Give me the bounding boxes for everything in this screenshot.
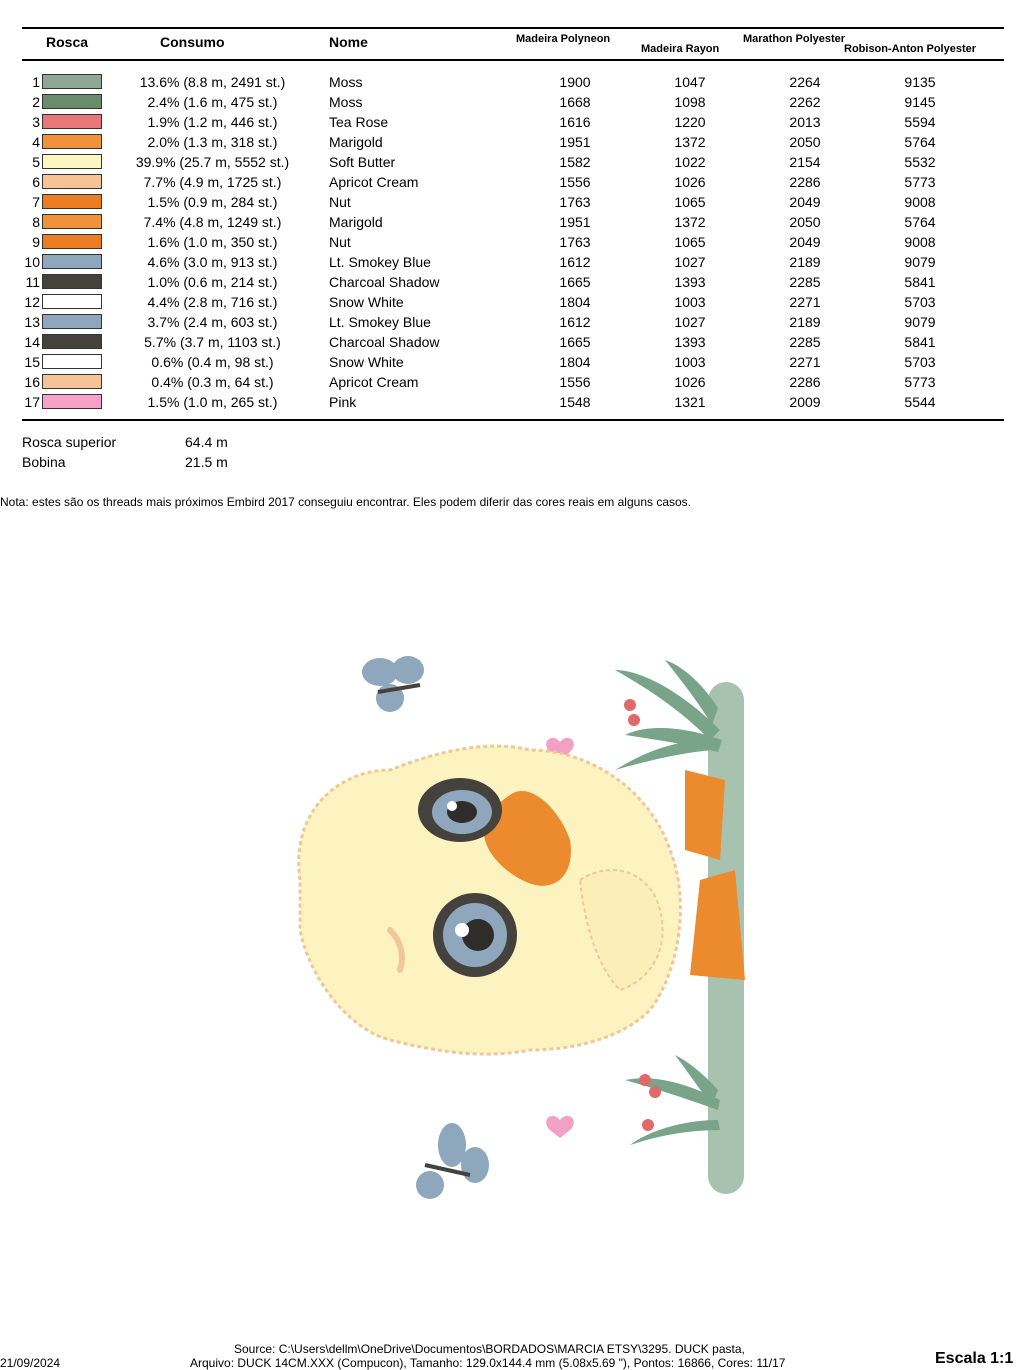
row-consumo: 1.6% (1.0 m, 350 st.) <box>147 234 278 250</box>
row-robison: 9008 <box>904 194 936 210</box>
row-madeira-polyneon: 1556 <box>559 174 591 190</box>
row-robison: 9079 <box>904 314 936 330</box>
row-madeira-polyneon: 1616 <box>559 114 591 130</box>
table-row <box>0 192 1024 212</box>
color-swatch <box>42 294 102 309</box>
table-bottom-rule <box>22 419 1004 421</box>
row-consumo: 4.4% (2.8 m, 716 st.) <box>147 294 278 310</box>
row-madeira-rayon: 1003 <box>674 294 706 310</box>
butterfly-top <box>362 656 424 712</box>
color-swatch <box>42 194 102 209</box>
row-madeira-rayon: 1220 <box>674 114 706 130</box>
header-madeira-rayon: Madeira Rayon <box>641 43 720 55</box>
row-madeira-polyneon: 1951 <box>559 134 591 150</box>
row-thread-name: Apricot Cream <box>329 374 419 390</box>
header-robison: Robison-Anton Polyester <box>844 43 977 55</box>
row-consumo: 1.9% (1.2 m, 446 st.) <box>147 114 278 130</box>
footer-source: Source: C:\Users\dellm\OneDrive\Documentos\BORDADOS\MARCIA ETSY\3295. DUCK pasta, <box>234 1342 745 1356</box>
summary-bobbin-label: Bobina <box>22 454 66 470</box>
row-thread-name: Snow White <box>329 354 404 370</box>
row-number: 1 <box>32 74 40 90</box>
color-swatch <box>42 234 102 249</box>
table-row <box>0 272 1024 292</box>
footer-file-info: Arquivo: DUCK 14CM.XXX (Compucon), Tamanho: 129.0x144.4 mm (5.08x5.69 "), Pontos: 16866, Cores: 11/17 <box>190 1356 786 1370</box>
row-madeira-polyneon: 1548 <box>559 394 591 410</box>
row-thread-name: Moss <box>329 94 363 110</box>
color-swatch <box>42 94 102 109</box>
bottom-flower-1 <box>639 1074 651 1086</box>
duck-eye-top <box>418 778 502 842</box>
row-consumo: 1.0% (0.6 m, 214 st.) <box>147 274 278 290</box>
row-consumo: 39.9% (25.7 m, 5552 st.) <box>135 154 290 170</box>
row-number: 6 <box>32 174 40 190</box>
row-marathon: 2189 <box>789 254 821 270</box>
table-row <box>0 72 1024 92</box>
summary-top-value: 64.4 m <box>185 434 228 450</box>
row-number: 10 <box>24 254 40 270</box>
row-thread-name: Snow White <box>329 294 404 310</box>
table-row <box>0 112 1024 132</box>
bottom-plant <box>625 1055 720 1145</box>
disclaimer-note: Nota: estes são os threads mais próximos Embird 2017 conseguiu encontrar. Eles podem diferir das cores reais em alguns casos. <box>0 495 692 509</box>
row-number: 17 <box>24 394 40 410</box>
row-madeira-polyneon: 1612 <box>559 314 591 330</box>
row-thread-name: Soft Butter <box>329 154 396 170</box>
row-consumo: 2.0% (1.3 m, 318 st.) <box>147 134 278 150</box>
row-madeira-polyneon: 1668 <box>559 94 591 110</box>
row-thread-name: Pink <box>329 394 357 410</box>
row-thread-name: Moss <box>329 74 363 90</box>
row-robison: 5841 <box>904 334 936 350</box>
table-row <box>0 352 1024 372</box>
summary-top-label: Rosca superior <box>22 434 117 450</box>
row-madeira-rayon: 1026 <box>674 174 706 190</box>
row-madeira-polyneon: 1900 <box>559 74 591 90</box>
butterfly-bottom <box>416 1123 489 1199</box>
row-madeira-rayon: 1065 <box>674 194 706 210</box>
color-swatch <box>42 334 102 349</box>
table-row <box>0 392 1024 412</box>
table-row <box>0 292 1024 312</box>
row-number: 12 <box>24 294 40 310</box>
row-madeira-rayon: 1321 <box>674 394 706 410</box>
top-flower-2 <box>628 714 640 726</box>
row-robison: 9008 <box>904 234 936 250</box>
row-marathon: 2050 <box>789 134 821 150</box>
row-number: 13 <box>24 314 40 330</box>
row-marathon: 2049 <box>789 194 821 210</box>
row-marathon: 2009 <box>789 394 821 410</box>
table-row <box>0 152 1024 172</box>
row-consumo: 3.7% (2.4 m, 603 st.) <box>147 314 278 330</box>
row-marathon: 2285 <box>789 274 821 290</box>
table-row <box>0 172 1024 192</box>
row-madeira-rayon: 1027 <box>674 314 706 330</box>
table-row <box>0 372 1024 392</box>
row-madeira-rayon: 1022 <box>674 154 706 170</box>
row-robison: 5841 <box>904 274 936 290</box>
color-swatch <box>42 154 102 169</box>
row-robison: 5544 <box>904 394 936 410</box>
row-consumo: 1.5% (1.0 m, 265 st.) <box>147 394 278 410</box>
row-marathon: 2264 <box>789 74 821 90</box>
color-swatch <box>42 214 102 229</box>
row-thread-name: Tea Rose <box>329 114 389 130</box>
table-row <box>0 132 1024 152</box>
heart-bottom <box>546 1116 574 1138</box>
header-rosca: Rosca <box>46 34 89 50</box>
row-madeira-polyneon: 1612 <box>559 254 591 270</box>
row-marathon: 2154 <box>789 154 821 170</box>
bottom-flower-2 <box>649 1086 661 1098</box>
row-marathon: 2286 <box>789 374 821 390</box>
color-swatch <box>42 394 102 409</box>
row-consumo: 13.6% (8.8 m, 2491 st.) <box>139 74 286 90</box>
row-number: 9 <box>32 234 40 250</box>
row-madeira-rayon: 1065 <box>674 234 706 250</box>
row-madeira-rayon: 1098 <box>674 94 706 110</box>
header-marathon: Marathon Polyester <box>743 33 846 45</box>
color-swatch <box>42 254 102 269</box>
header-madeira-polyneon: Madeira Polyneon <box>516 33 611 45</box>
row-marathon: 2285 <box>789 334 821 350</box>
row-marathon: 2013 <box>789 114 821 130</box>
row-consumo: 7.4% (4.8 m, 1249 st.) <box>143 214 282 230</box>
row-robison: 9145 <box>904 94 936 110</box>
duck-eye-bottom <box>433 893 517 977</box>
table-row <box>0 312 1024 332</box>
row-robison: 9135 <box>904 74 936 90</box>
row-number: 4 <box>32 134 40 150</box>
row-number: 7 <box>32 194 40 210</box>
row-thread-name: Marigold <box>329 134 383 150</box>
row-madeira-polyneon: 1665 <box>559 274 591 290</box>
color-swatch <box>42 174 102 189</box>
row-consumo: 5.7% (3.7 m, 1103 st.) <box>144 334 281 350</box>
row-madeira-polyneon: 1804 <box>559 294 591 310</box>
row-consumo: 1.5% (0.9 m, 284 st.) <box>147 194 278 210</box>
row-marathon: 2271 <box>789 354 821 370</box>
top-flower-1 <box>624 699 636 711</box>
row-thread-name: Marigold <box>329 214 383 230</box>
row-robison: 9079 <box>904 254 936 270</box>
row-thread-name: Lt. Smokey Blue <box>329 254 431 270</box>
row-marathon: 2262 <box>789 94 821 110</box>
table-top-rule <box>22 27 1004 29</box>
row-madeira-polyneon: 1804 <box>559 354 591 370</box>
row-thread-name: Nut <box>329 194 351 210</box>
row-madeira-rayon: 1372 <box>674 214 706 230</box>
bottom-flower-3 <box>642 1119 654 1131</box>
color-swatch <box>42 274 102 289</box>
color-swatch <box>42 114 102 129</box>
row-consumo: 4.6% (3.0 m, 913 st.) <box>147 254 278 270</box>
row-robison: 5703 <box>904 354 936 370</box>
row-number: 14 <box>24 334 40 350</box>
row-madeira-rayon: 1393 <box>674 274 706 290</box>
row-thread-name: Charcoal Shadow <box>329 334 440 350</box>
color-swatch <box>42 74 102 89</box>
row-consumo: 2.4% (1.6 m, 475 st.) <box>147 94 278 110</box>
footer-scale: Escala 1:1 <box>935 1350 1014 1367</box>
footer-date: 21/09/2024 <box>0 1356 61 1370</box>
table-row <box>0 232 1024 252</box>
row-number: 3 <box>32 114 40 130</box>
row-number: 2 <box>32 94 40 110</box>
row-marathon: 2189 <box>789 314 821 330</box>
row-robison: 5594 <box>904 114 936 130</box>
row-robison: 5764 <box>904 214 936 230</box>
duck-embroidery-image <box>230 630 790 1230</box>
row-consumo: 7.7% (4.9 m, 1725 st.) <box>143 174 282 190</box>
duck-foot-top <box>685 770 725 860</box>
row-thread-name: Lt. Smokey Blue <box>329 314 431 330</box>
row-number: 16 <box>24 374 40 390</box>
row-marathon: 2271 <box>789 294 821 310</box>
row-robison: 5703 <box>904 294 936 310</box>
row-madeira-polyneon: 1763 <box>559 234 591 250</box>
row-madeira-polyneon: 1763 <box>559 194 591 210</box>
color-swatch <box>42 134 102 149</box>
summary-bobbin-value: 21.5 m <box>185 454 228 470</box>
row-madeira-rayon: 1393 <box>674 334 706 350</box>
header-nome: Nome <box>329 34 368 50</box>
row-madeira-rayon: 1047 <box>674 74 706 90</box>
row-number: 15 <box>24 354 40 370</box>
row-thread-name: Nut <box>329 234 351 250</box>
row-marathon: 2049 <box>789 234 821 250</box>
table-row <box>0 332 1024 352</box>
table-row <box>0 212 1024 232</box>
header-consumo: Consumo <box>160 34 225 50</box>
table-row <box>0 252 1024 272</box>
row-marathon: 2286 <box>789 174 821 190</box>
row-robison: 5773 <box>904 174 936 190</box>
table-header-rule <box>22 59 1004 61</box>
row-number: 8 <box>32 214 40 230</box>
row-robison: 5773 <box>904 374 936 390</box>
color-swatch <box>42 314 102 329</box>
row-madeira-polyneon: 1582 <box>559 154 591 170</box>
color-swatch <box>42 354 102 369</box>
row-thread-name: Apricot Cream <box>329 174 419 190</box>
row-madeira-polyneon: 1665 <box>559 334 591 350</box>
row-madeira-polyneon: 1556 <box>559 374 591 390</box>
table-row <box>0 92 1024 112</box>
row-thread-name: Charcoal Shadow <box>329 274 440 290</box>
row-number: 5 <box>32 154 40 170</box>
row-madeira-rayon: 1003 <box>674 354 706 370</box>
row-consumo: 0.6% (0.4 m, 98 st.) <box>151 354 274 370</box>
row-madeira-polyneon: 1951 <box>559 214 591 230</box>
row-consumo: 0.4% (0.3 m, 64 st.) <box>151 374 274 390</box>
row-robison: 5764 <box>904 134 936 150</box>
row-madeira-rayon: 1026 <box>674 374 706 390</box>
row-marathon: 2050 <box>789 214 821 230</box>
color-swatch <box>42 374 102 389</box>
row-madeira-rayon: 1027 <box>674 254 706 270</box>
row-number: 11 <box>25 274 40 290</box>
row-robison: 5532 <box>904 154 936 170</box>
row-madeira-rayon: 1372 <box>674 134 706 150</box>
